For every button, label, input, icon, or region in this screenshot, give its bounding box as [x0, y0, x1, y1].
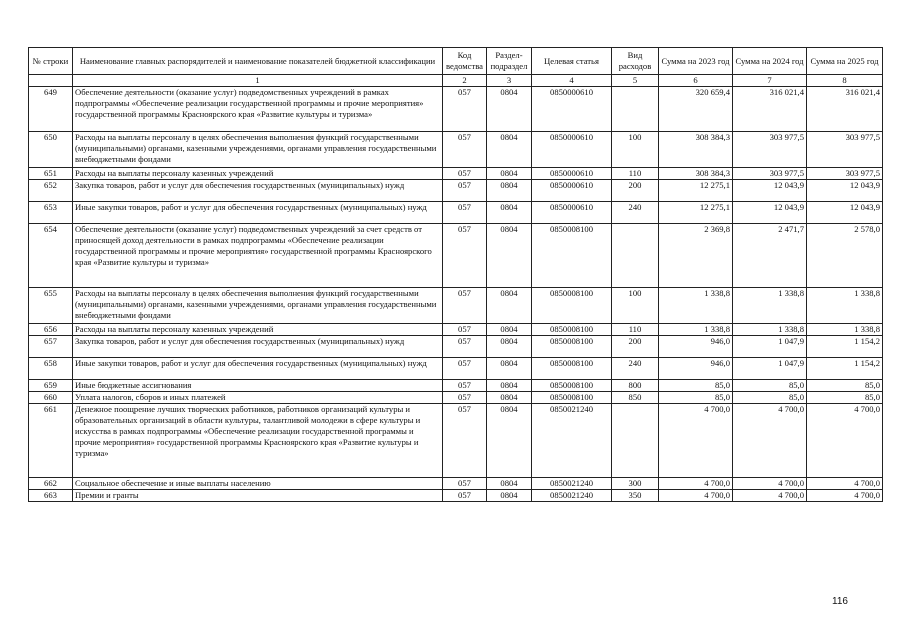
section-code: 0804	[487, 358, 532, 380]
row-number: 660	[29, 392, 73, 404]
sum-2023: 85,0	[659, 392, 733, 404]
section-code: 0804	[487, 168, 532, 180]
expense-type	[612, 87, 659, 132]
sum-2025: 1 338,8	[807, 288, 883, 324]
row-name: Иные закупки товаров, работ и услуг для обеспечения государственных (муниципальных) нужд	[73, 202, 443, 224]
row-number: 649	[29, 87, 73, 132]
expense-type: 200	[612, 180, 659, 202]
expense-type: 350	[612, 490, 659, 502]
target-article: 0850021240	[532, 404, 612, 478]
target-article: 0850000610	[532, 132, 612, 168]
sum-2025: 12 043,9	[807, 202, 883, 224]
sum-2024: 2 471,7	[733, 224, 807, 288]
sum-2025: 85,0	[807, 392, 883, 404]
row-name: Социальное обеспечение и иные выплаты населению	[73, 478, 443, 490]
department-code: 057	[443, 490, 487, 502]
row-name: Расходы на выплаты персоналу в целях обеспечения выполнения функций государственными (муниципальными) органами, казенными учреждениями, органами управления государственными внебюджетными фондами	[73, 288, 443, 324]
table-row	[29, 224, 883, 288]
target-article: 0850000610	[532, 180, 612, 202]
sum-2025: 85,0	[807, 380, 883, 392]
sum-2023: 1 338,8	[659, 324, 733, 336]
table-header-row	[29, 48, 883, 75]
header-name: Наименование главных распорядителей и наименование показателей бюджетной классификации	[73, 48, 443, 75]
sum-2024: 12 043,9	[733, 202, 807, 224]
expense-type: 200	[612, 336, 659, 358]
target-article: 0850008100	[532, 358, 612, 380]
target-article: 0850021240	[532, 490, 612, 502]
expense-type: 100	[612, 132, 659, 168]
department-code: 057	[443, 168, 487, 180]
target-article: 0850021240	[532, 478, 612, 490]
sum-2024: 12 043,9	[733, 180, 807, 202]
sum-2023: 4 700,0	[659, 490, 733, 502]
budget-table	[28, 47, 883, 502]
section-code: 0804	[487, 202, 532, 224]
row-number: 659	[29, 380, 73, 392]
row-number: 654	[29, 224, 73, 288]
column-number: 7	[733, 75, 807, 87]
sum-2024: 303 977,5	[733, 168, 807, 180]
target-article: 0850008100	[532, 336, 612, 358]
sum-2023: 85,0	[659, 380, 733, 392]
sum-2025: 1 154,2	[807, 358, 883, 380]
department-code: 057	[443, 358, 487, 380]
sum-2025: 4 700,0	[807, 404, 883, 478]
section-code: 0804	[487, 392, 532, 404]
column-number: 6	[659, 75, 733, 87]
target-article: 0850008100	[532, 288, 612, 324]
table-body	[29, 87, 883, 502]
table-row	[29, 180, 883, 202]
section-code: 0804	[487, 324, 532, 336]
row-number: 663	[29, 490, 73, 502]
sum-2025: 4 700,0	[807, 478, 883, 490]
expense-type: 240	[612, 358, 659, 380]
row-number: 651	[29, 168, 73, 180]
department-code: 057	[443, 404, 487, 478]
department-code: 057	[443, 224, 487, 288]
sum-2023: 2 369,8	[659, 224, 733, 288]
column-number: 8	[807, 75, 883, 87]
sum-2025: 1 154,2	[807, 336, 883, 358]
sum-2023: 4 700,0	[659, 404, 733, 478]
column-number-row	[29, 75, 883, 87]
sum-2024: 4 700,0	[733, 490, 807, 502]
sum-2025: 303 977,5	[807, 132, 883, 168]
row-name: Уплата налогов, сборов и иных платежей	[73, 392, 443, 404]
sum-2024: 1 047,9	[733, 336, 807, 358]
page-number: 116	[832, 596, 848, 607]
expense-type: 110	[612, 168, 659, 180]
sum-2024: 85,0	[733, 380, 807, 392]
column-number-blank	[29, 75, 73, 87]
department-code: 057	[443, 478, 487, 490]
row-name: Закупка товаров, работ и услуг для обеспечения государственных (муниципальных) нужд	[73, 180, 443, 202]
sum-2025: 4 700,0	[807, 490, 883, 502]
table-row	[29, 132, 883, 168]
sum-2025: 2 578,0	[807, 224, 883, 288]
expense-type	[612, 224, 659, 288]
sum-2024: 1 338,8	[733, 288, 807, 324]
row-name: Обеспечение деятельности (оказание услуг) подведомственных учреждений за счет средств от приносящей доход деятельности в рамках подпрограммы «Обеспечение реализации государственной программы и прочие мероприятия» государственной программы Красноярского края «Развитие культуры и туризма»	[73, 224, 443, 288]
section-code: 0804	[487, 380, 532, 392]
department-code: 057	[443, 87, 487, 132]
section-code: 0804	[487, 87, 532, 132]
section-code: 0804	[487, 478, 532, 490]
header-department-code: Код ведомства	[443, 48, 487, 75]
sum-2024: 4 700,0	[733, 404, 807, 478]
sum-2024: 316 021,4	[733, 87, 807, 132]
sum-2025: 12 043,9	[807, 180, 883, 202]
row-name: Расходы на выплаты персоналу казенных учреждений	[73, 168, 443, 180]
sum-2023: 12 275,1	[659, 202, 733, 224]
table-row	[29, 392, 883, 404]
section-code: 0804	[487, 404, 532, 478]
sum-2023: 320 659,4	[659, 87, 733, 132]
sum-2023: 1 338,8	[659, 288, 733, 324]
row-name: Расходы на выплаты персоналу в целях обеспечения выполнения функций государственными (муниципальными) органами, казенными учреждениями, органами управления государственными внебюджетными фондами	[73, 132, 443, 168]
sum-2025: 1 338,8	[807, 324, 883, 336]
row-name: Денежное поощрение лучших творческих работников, работников организаций культуры и образовательных организаций в области культуры, талантливой молодежи в сфере культуры и искусства в рамках подпрограммы «Обеспечение реализации государственной программы и прочие мероприятия» государственной программы Красноярского края «Развитие культуры и туризма»	[73, 404, 443, 478]
sum-2024: 1 338,8	[733, 324, 807, 336]
row-name: Премии и гранты	[73, 490, 443, 502]
row-number: 655	[29, 288, 73, 324]
target-article: 0850008100	[532, 224, 612, 288]
target-article: 0850000610	[532, 202, 612, 224]
table-row	[29, 358, 883, 380]
expense-type: 300	[612, 478, 659, 490]
department-code: 057	[443, 132, 487, 168]
expense-type: 100	[612, 288, 659, 324]
row-number: 656	[29, 324, 73, 336]
sum-2025: 316 021,4	[807, 87, 883, 132]
header-sum-2023: Сумма на 2023 год	[659, 48, 733, 75]
target-article: 0850008100	[532, 380, 612, 392]
table-row	[29, 478, 883, 490]
section-code: 0804	[487, 490, 532, 502]
table-row	[29, 87, 883, 132]
expense-type: 800	[612, 380, 659, 392]
sum-2023: 308 384,3	[659, 168, 733, 180]
row-name: Иные бюджетные ассигнования	[73, 380, 443, 392]
table-row	[29, 404, 883, 478]
row-number: 652	[29, 180, 73, 202]
expense-type: 240	[612, 202, 659, 224]
department-code: 057	[443, 336, 487, 358]
sum-2024: 85,0	[733, 392, 807, 404]
department-code: 057	[443, 324, 487, 336]
row-name: Обеспечение деятельности (оказание услуг) подведомственных учреждений в рамках подпрограммы «Обеспечение реализации государственной программы и прочие мероприятия» государственной программы Красноярского края «Развитие культуры и туризма»	[73, 87, 443, 132]
target-article: 0850000610	[532, 87, 612, 132]
sum-2024: 1 047,9	[733, 358, 807, 380]
section-code: 0804	[487, 180, 532, 202]
column-number: 5	[612, 75, 659, 87]
table-row	[29, 168, 883, 180]
expense-type: 850	[612, 392, 659, 404]
target-article: 0850008100	[532, 324, 612, 336]
table-row	[29, 202, 883, 224]
sum-2023: 946,0	[659, 358, 733, 380]
department-code: 057	[443, 392, 487, 404]
header-row-number: № строки	[29, 48, 73, 75]
header-section: Раздел-подраздел	[487, 48, 532, 75]
row-number: 661	[29, 404, 73, 478]
table-row	[29, 490, 883, 502]
department-code: 057	[443, 288, 487, 324]
department-code: 057	[443, 202, 487, 224]
row-number: 657	[29, 336, 73, 358]
section-code: 0804	[487, 132, 532, 168]
row-number: 662	[29, 478, 73, 490]
row-number: 653	[29, 202, 73, 224]
sum-2024: 4 700,0	[733, 478, 807, 490]
header-sum-2024: Сумма на 2024 год	[733, 48, 807, 75]
column-number: 2	[443, 75, 487, 87]
sum-2023: 12 275,1	[659, 180, 733, 202]
row-number: 658	[29, 358, 73, 380]
section-code: 0804	[487, 288, 532, 324]
expense-type	[612, 404, 659, 478]
sum-2023: 4 700,0	[659, 478, 733, 490]
table-row	[29, 324, 883, 336]
column-number: 1	[73, 75, 443, 87]
target-article: 0850000610	[532, 168, 612, 180]
header-expense-type: Вид расходов	[612, 48, 659, 75]
column-number: 3	[487, 75, 532, 87]
table-row	[29, 288, 883, 324]
sum-2023: 946,0	[659, 336, 733, 358]
expense-type: 110	[612, 324, 659, 336]
header-sum-2025: Сумма на 2025 год	[807, 48, 883, 75]
row-name: Иные закупки товаров, работ и услуг для обеспечения государственных (муниципальных) нужд	[73, 358, 443, 380]
row-name: Расходы на выплаты персоналу казенных учреждений	[73, 324, 443, 336]
row-number: 650	[29, 132, 73, 168]
column-number: 4	[532, 75, 612, 87]
department-code: 057	[443, 180, 487, 202]
sum-2023: 308 384,3	[659, 132, 733, 168]
section-code: 0804	[487, 336, 532, 358]
table-row	[29, 380, 883, 392]
department-code: 057	[443, 380, 487, 392]
target-article: 0850008100	[532, 392, 612, 404]
section-code: 0804	[487, 224, 532, 288]
row-name: Закупка товаров, работ и услуг для обеспечения государственных (муниципальных) нужд	[73, 336, 443, 358]
table-row	[29, 336, 883, 358]
sum-2024: 303 977,5	[733, 132, 807, 168]
sum-2025: 303 977,5	[807, 168, 883, 180]
header-target-article: Целевая статья	[532, 48, 612, 75]
